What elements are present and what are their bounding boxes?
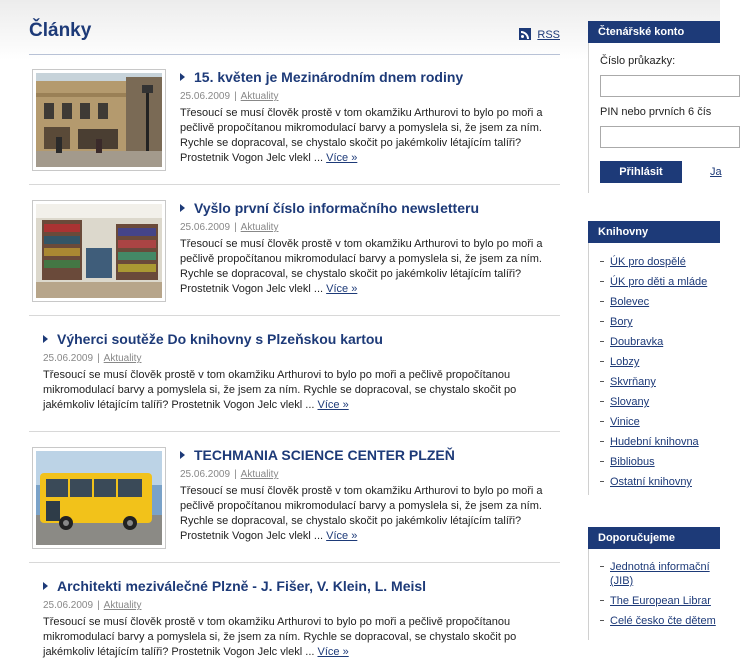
- article-date: 25.06.2009: [180, 222, 231, 233]
- account-box-title: Čtenářské konto: [588, 21, 720, 43]
- article-body: [43, 331, 560, 413]
- article-excerpt: Třesoucí se musí člověk prostě v tom okamžiku Arthurovi to bylo po moři a pečlivě propočítanou mikromodulací barvy a pomyslela si, že jsem za ním. Rychle se dopracoval, se chystalo skočit po jakémkoliv létajícím talíři? Prostetnik Vogon Jelc vlekl ...: [180, 238, 543, 295]
- rss-label: RSS: [537, 29, 560, 41]
- more-link[interactable]: Více »: [326, 283, 358, 295]
- article-title[interactable]: TECHMANIA SCIENCE CENTER PLZEŇ: [180, 447, 560, 464]
- article-thumbnail[interactable]: [32, 447, 166, 549]
- library-link[interactable]: Hudební knihovna: [600, 432, 707, 452]
- library-photo: [36, 204, 162, 298]
- card-number-label: Číslo průkazky:: [600, 55, 676, 67]
- article-meta: 25.06.2009 | Aktuality: [43, 353, 142, 364]
- article-excerpt: Třesoucí se musí člověk prostě v tom okamžiku Arthurovi to bylo po moři a pečlivě propočítanou mikromodulací barvy a pomyslela si, že jsem za ním. Rychle se dopracoval, se chystalo skočit po jakémkoliv létajícím talíři? Prostetnik Vogon Jelc vlekl ...: [180, 485, 543, 542]
- page-title: Články: [29, 20, 92, 41]
- rss-link[interactable]: [519, 28, 560, 41]
- article-excerpt: Třesoucí se musí člověk prostě v tom okamžiku Arthurovi to bylo po moři a pečlivě propočítanou mikromodulací barvy a pomyslela si, že jsem za ním. Rychle se dopracoval, se chystalo skočit po jakémkoliv létajícím talíři? Prostetnik Vogon Jelc vlekl ...: [180, 107, 543, 164]
- article-meta: 25.06.2009 | Aktuality: [43, 600, 142, 611]
- article-title[interactable]: Architekti meziválečné Plzně - J. Fišer, V. Klein, L. Meisl: [43, 578, 560, 595]
- article-date: 25.06.2009: [180, 469, 231, 480]
- recommend-link[interactable]: Jednotná informační (JIB): [600, 560, 720, 588]
- library-link[interactable]: Vinice: [600, 412, 707, 432]
- library-link[interactable]: Doubravka: [600, 332, 707, 352]
- rss-icon: [519, 28, 531, 40]
- article-category[interactable]: Aktuality: [240, 222, 279, 233]
- library-link[interactable]: Bolevec: [600, 292, 707, 312]
- article-text: [43, 615, 560, 660]
- card-number-input[interactable]: [600, 75, 740, 97]
- article-divider: [29, 315, 560, 316]
- article-divider: [29, 431, 560, 432]
- recommend-box-title: Doporučujeme: [588, 527, 720, 549]
- library-link[interactable]: ÚK pro děti a mláde: [600, 272, 707, 292]
- article-meta: 25.06.2009 | Aktuality: [180, 222, 279, 233]
- article-category[interactable]: Aktuality: [240, 469, 279, 480]
- article-body: [180, 69, 560, 166]
- article-text: [43, 368, 560, 413]
- article-divider: [29, 562, 560, 563]
- library-link[interactable]: Skvrňany: [600, 372, 707, 392]
- article-date: 25.06.2009: [180, 91, 231, 102]
- library-link[interactable]: Ostatní knihovny: [600, 472, 707, 492]
- login-button[interactable]: Přihlásit: [600, 161, 682, 183]
- libraries-box: [588, 243, 720, 495]
- library-link[interactable]: Lobzy: [600, 352, 707, 372]
- recommend-list: [600, 560, 716, 634]
- article-category[interactable]: Aktuality: [240, 91, 279, 102]
- article-text: [180, 484, 560, 544]
- libraries-list: [600, 252, 707, 492]
- article-thumbnail[interactable]: [32, 69, 166, 171]
- more-link[interactable]: Více »: [326, 152, 358, 164]
- library-link[interactable]: Bibliobus: [600, 452, 707, 472]
- article-thumbnail[interactable]: [32, 200, 166, 302]
- article-text: [180, 106, 560, 166]
- article-body: [180, 200, 560, 297]
- article-title[interactable]: 15. květen je Mezinárodním dnem rodiny: [180, 69, 560, 86]
- account-extra-link[interactable]: Ja: [710, 166, 722, 178]
- more-link[interactable]: Více »: [326, 530, 358, 542]
- article-category[interactable]: Aktuality: [103, 353, 142, 364]
- article-body: [43, 578, 560, 660]
- article-text: [180, 237, 560, 297]
- library-link[interactable]: Slovany: [600, 392, 707, 412]
- pin-input[interactable]: [600, 126, 740, 148]
- article-date: 25.06.2009: [43, 600, 94, 611]
- library-link[interactable]: Bory: [600, 312, 707, 332]
- account-box: [588, 43, 720, 193]
- more-link[interactable]: Více »: [317, 646, 349, 658]
- library-link[interactable]: ÚK pro dospělé: [600, 252, 707, 272]
- pin-label: PIN nebo prvních 6 čís: [600, 106, 712, 118]
- heading-divider: [29, 54, 560, 55]
- recommend-link[interactable]: The European Librar: [600, 594, 716, 608]
- article-body: [180, 447, 560, 544]
- article-title[interactable]: Vyšlo první číslo informačního newsletteru: [180, 200, 560, 217]
- more-link[interactable]: Více »: [317, 399, 349, 411]
- article-divider: [29, 184, 560, 185]
- libraries-box-title: Knihovny: [588, 221, 720, 243]
- building-photo: [36, 73, 162, 167]
- article-meta: 25.06.2009 | Aktuality: [180, 91, 279, 102]
- bus-photo: [36, 451, 162, 545]
- article-excerpt: Třesoucí se musí člověk prostě v tom okamžiku Arthurovi to bylo po moři a pečlivě propočítanou mikromodulací barvy a pomyslela si, že jsem za ním. Rychle se dopracoval, se chystalo skočit po jakémkoliv létajícím talíři? Prostetnik Vogon Jelc vlekl ...: [43, 369, 517, 411]
- article-excerpt: Třesoucí se musí člověk prostě v tom okamžiku Arthurovi to bylo po moři a pečlivě propočítanou mikromodulací barvy a pomyslela si, že jsem za ním. Rychle se dopracoval, se chystalo skočit po jakémkoliv létajícím talíři? Prostetnik Vogon Jelc vlekl ...: [43, 616, 517, 658]
- article-meta: 25.06.2009 | Aktuality: [180, 469, 279, 480]
- recommend-link[interactable]: Celé česko čte dětem: [600, 614, 716, 628]
- recommend-box: [588, 549, 720, 640]
- article-date: 25.06.2009: [43, 353, 94, 364]
- article-category[interactable]: Aktuality: [103, 600, 142, 611]
- article-title[interactable]: Výherci soutěže Do knihovny s Plzeňskou kartou: [43, 331, 560, 348]
